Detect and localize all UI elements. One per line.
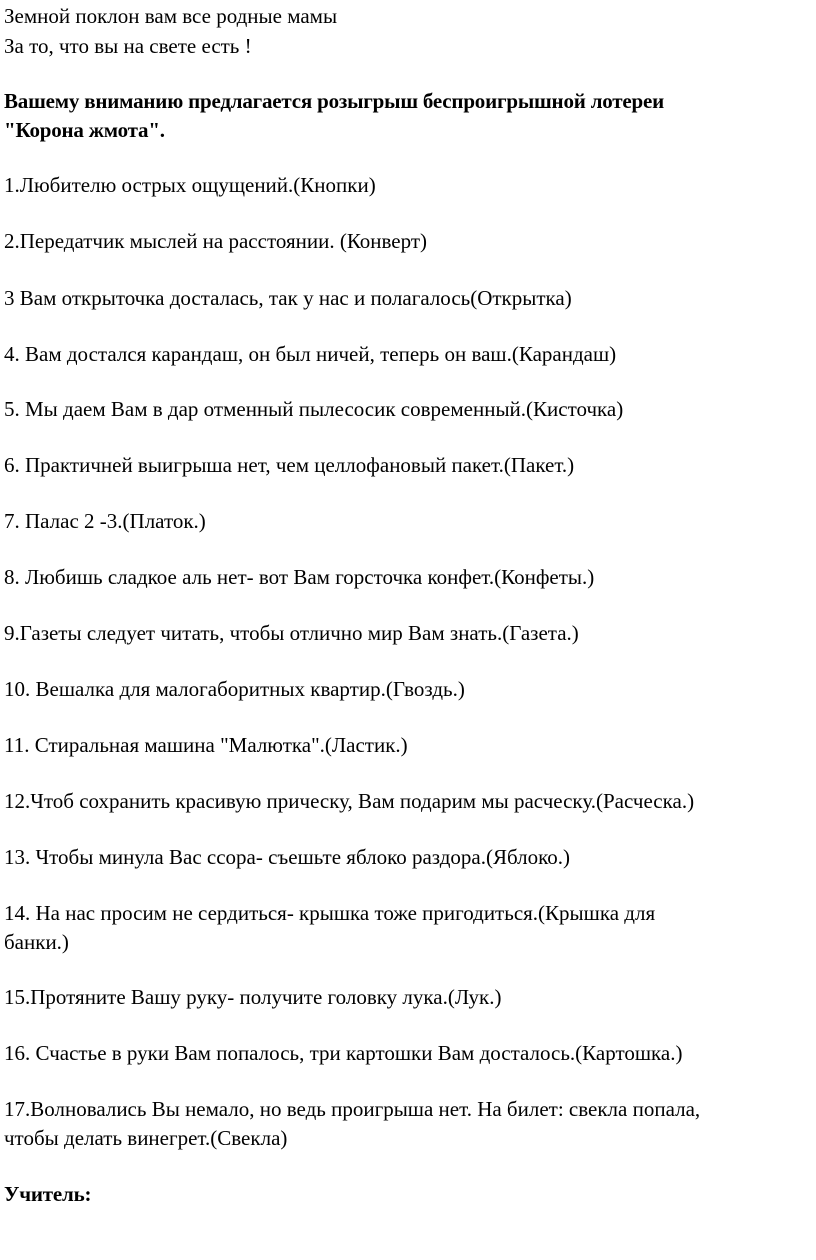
list-item: 6. Практичней выигрыша нет, чем целлофановый пакет.(Пакет.) xyxy=(4,453,575,477)
poem-line-2: За то, что вы на свете есть ! xyxy=(4,34,252,58)
list-item: 13. Чтобы минула Вас ссора- съешьте яблоко раздора.(Яблоко.) xyxy=(4,845,570,869)
poem-line-1: Земной поклон вам все родные мамы xyxy=(4,4,338,28)
list-item: 17.Волновались Вы немало, но ведь проигрыша нет. На билет: свекла попала, xyxy=(4,1097,701,1121)
list-item: 5. Мы даем Вам в дар отменный пылесосик современный.(Кисточка) xyxy=(4,397,624,421)
footer-teacher-label: Учитель: xyxy=(4,1182,92,1206)
list-item: 8. Любишь сладкое аль нет- вот Вам горсточка конфет.(Конфеты.) xyxy=(4,565,595,589)
intro-line-2: "Корона жмота". xyxy=(4,118,165,142)
list-item: 3 Вам открыточка досталась, так у нас и полагалось(Открытка) xyxy=(4,286,572,310)
list-item: 14. На нас просим не сердиться- крышка тоже пригодиться.(Крышка для xyxy=(4,901,656,925)
intro-line-1: Вашему вниманию предлагается розыгрыш беспроигрышной лотереи xyxy=(4,89,665,113)
list-item: 11. Стиральная машина "Малютка".(Ластик.) xyxy=(4,733,408,757)
list-item: 12.Чтоб сохранить красивую прическу, Вам подарим мы расческу.(Расческа.) xyxy=(4,789,695,813)
list-item-continuation: банки.) xyxy=(4,930,69,954)
list-item: 15.Протяните Вашу руку- получите головку лука.(Лук.) xyxy=(4,985,502,1009)
list-item: 1.Любителю острых ощущений.(Кнопки) xyxy=(4,173,376,197)
list-item: 10. Вешалка для малогаборитных квартир.(Гвоздь.) xyxy=(4,677,465,701)
list-item: 2.Передатчик мыслей на расстоянии. (Конверт) xyxy=(4,229,428,253)
list-item: 7. Палас 2 -3.(Платок.) xyxy=(4,509,206,533)
list-item: 16. Счастье в руки Вам попалось, три картошки Вам досталось.(Картошка.) xyxy=(4,1041,683,1065)
list-item: 4. Вам достался карандаш, он был ничей, теперь он ваш.(Карандаш) xyxy=(4,342,617,366)
list-item: 9.Газеты следует читать, чтобы отлично мир Вам знать.(Газета.) xyxy=(4,621,579,645)
list-item-continuation: чтобы делать винегрет.(Свекла) xyxy=(4,1126,288,1150)
